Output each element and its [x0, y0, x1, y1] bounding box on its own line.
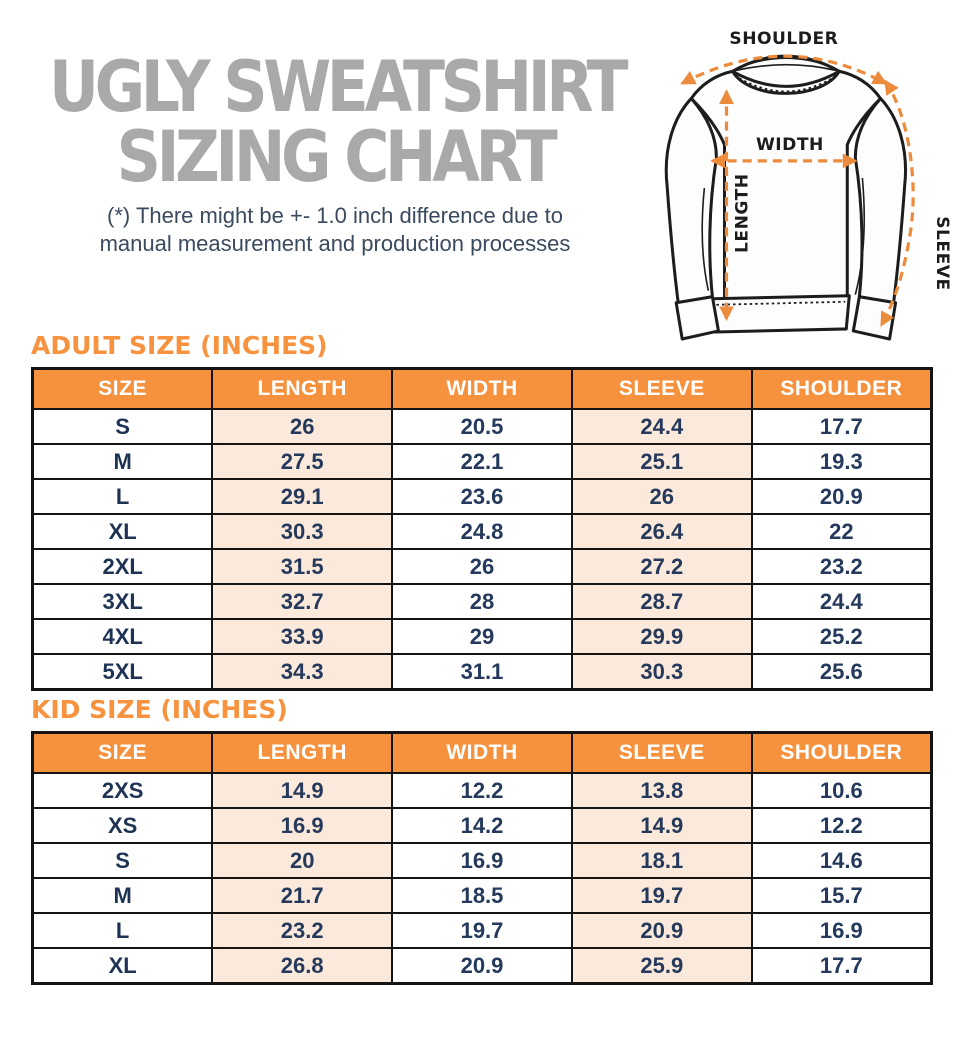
measurement-cell: 23.2: [752, 549, 932, 584]
measurement-cell: 26: [212, 409, 392, 444]
measurement-cell: 22.1: [392, 444, 572, 479]
measurement-cell: 29.9: [572, 619, 752, 654]
measurement-cell: 28.7: [572, 584, 752, 619]
measurement-cell: 20.5: [392, 409, 572, 444]
measurement-cell: 34.3: [212, 654, 392, 690]
column-header-length: LENGTH: [212, 733, 392, 774]
disclaimer-line1: (*) There might be +- 1.0 inch difference due to: [107, 203, 563, 228]
measurement-cell: 14.9: [212, 773, 392, 808]
size-cell: XL: [33, 514, 213, 549]
collar: [733, 56, 840, 86]
measurement-cell: 12.2: [392, 773, 572, 808]
column-header-shoulder: SHOULDER: [752, 369, 932, 410]
adult-section-heading: ADULT SIZE (INCHES): [31, 331, 328, 360]
size-cell: XL: [33, 948, 213, 984]
measurement-cell: 18.5: [392, 878, 572, 913]
sweatshirt-measurement-diagram: [648, 16, 960, 350]
table-row: [33, 619, 932, 654]
measurement-cell: 24.4: [572, 409, 752, 444]
measurement-cell: 17.7: [752, 948, 932, 984]
kid-size-table: [31, 731, 933, 985]
size-cell: S: [33, 843, 213, 878]
table-row: [33, 773, 932, 808]
sweatshirt-diagram-svg: [648, 16, 960, 350]
measurement-cell: 12.2: [752, 808, 932, 843]
measurement-cell: 26.4: [572, 514, 752, 549]
measurement-cell: 15.7: [752, 878, 932, 913]
column-header-sleeve: SLEEVE: [572, 733, 752, 774]
measurement-cell: 16.9: [752, 913, 932, 948]
measurement-cell: 31.1: [392, 654, 572, 690]
sleeve-label: SLEEVE: [931, 216, 952, 291]
column-header-size: SIZE: [33, 733, 213, 774]
kid-header-row: [33, 733, 932, 774]
table-row: [33, 654, 932, 690]
measurement-cell: 23.6: [392, 479, 572, 514]
measurement-cell: 20.9: [752, 479, 932, 514]
measurement-cell: 13.8: [572, 773, 752, 808]
measurement-cell: 16.9: [392, 843, 572, 878]
size-cell: 3XL: [33, 584, 213, 619]
measurement-cell: 14.9: [572, 808, 752, 843]
header: [10, 46, 660, 258]
measurement-cell: 21.7: [212, 878, 392, 913]
size-cell: 4XL: [33, 619, 213, 654]
measurement-cell: 27.5: [212, 444, 392, 479]
table-row: [33, 843, 932, 878]
column-header-shoulder: SHOULDER: [752, 733, 932, 774]
adult-size-table: [31, 367, 933, 691]
measurement-cell: 29.1: [212, 479, 392, 514]
table-row: [33, 878, 932, 913]
length-label: LENGTH: [732, 173, 753, 253]
table-row: [33, 913, 932, 948]
measurement-cell: 26: [572, 479, 752, 514]
measurement-cell: 25.2: [752, 619, 932, 654]
measurement-cell: 19.7: [392, 913, 572, 948]
measurement-cell: 25.9: [572, 948, 752, 984]
size-cell: 2XL: [33, 549, 213, 584]
size-cell: L: [33, 479, 213, 514]
column-header-length: LENGTH: [212, 369, 392, 410]
measurement-cell: 27.2: [572, 549, 752, 584]
table-row: [33, 808, 932, 843]
measurement-cell: 29: [392, 619, 572, 654]
size-cell: M: [33, 878, 213, 913]
size-cell: 5XL: [33, 654, 213, 690]
page-title-line1: UGLY SWEATSHIRT: [49, 46, 625, 128]
torso: [691, 71, 880, 298]
measurement-cell: 14.2: [392, 808, 572, 843]
measurement-cell: 17.7: [752, 409, 932, 444]
measurement-cell: 33.9: [212, 619, 392, 654]
measurement-cell: 14.6: [752, 843, 932, 878]
measurement-cell: 22: [752, 514, 932, 549]
measurement-cell: 19.3: [752, 444, 932, 479]
measurement-cell: 26: [392, 549, 572, 584]
measurement-cell: 24.4: [752, 584, 932, 619]
size-cell: XS: [33, 808, 213, 843]
size-cell: L: [33, 913, 213, 948]
measurement-cell: 28: [392, 584, 572, 619]
measurement-cell: 16.9: [212, 808, 392, 843]
measurement-cell: 10.6: [752, 773, 932, 808]
hem-band: [712, 296, 849, 332]
adult-header-row: [33, 369, 932, 410]
column-header-sleeve: SLEEVE: [572, 369, 752, 410]
left-cuff: [676, 297, 718, 339]
measurement-cell: 32.7: [212, 584, 392, 619]
measurement-cell: 18.1: [572, 843, 752, 878]
column-header-size: SIZE: [33, 369, 213, 410]
measurement-cell: 20.9: [572, 913, 752, 948]
right-sleeve: [855, 98, 905, 302]
kid-section-heading: KID SIZE (INCHES): [31, 695, 288, 724]
page-title-line2: SIZING CHART: [116, 116, 554, 198]
table-row: [33, 514, 932, 549]
disclaimer-line2: manual measurement and production processes: [99, 231, 571, 256]
right-cuff: [853, 297, 895, 339]
size-cell: S: [33, 409, 213, 444]
measurement-cell: 20.9: [392, 948, 572, 984]
table-row: [33, 444, 932, 479]
measurement-cell: 20: [212, 843, 392, 878]
table-row: [33, 549, 932, 584]
measurement-cell: 25.6: [752, 654, 932, 690]
measurement-cell: 23.2: [212, 913, 392, 948]
disclaimer: [10, 202, 660, 258]
measurement-cell: 31.5: [212, 549, 392, 584]
size-cell: 2XS: [33, 773, 213, 808]
measurement-cell: 25.1: [572, 444, 752, 479]
table-row: [33, 948, 932, 984]
width-label: WIDTH: [755, 134, 824, 155]
left-sleeve: [666, 98, 716, 302]
shoulder-label: SHOULDER: [729, 29, 839, 50]
size-cell: M: [33, 444, 213, 479]
table-row: [33, 584, 932, 619]
column-header-width: WIDTH: [392, 369, 572, 410]
measurement-cell: 30.3: [572, 654, 752, 690]
column-header-width: WIDTH: [392, 733, 572, 774]
measurement-cell: 30.3: [212, 514, 392, 549]
table-row: [33, 409, 932, 444]
measurement-cell: 26.8: [212, 948, 392, 984]
table-row: [33, 479, 932, 514]
measurement-cell: 24.8: [392, 514, 572, 549]
measurement-cell: 19.7: [572, 878, 752, 913]
